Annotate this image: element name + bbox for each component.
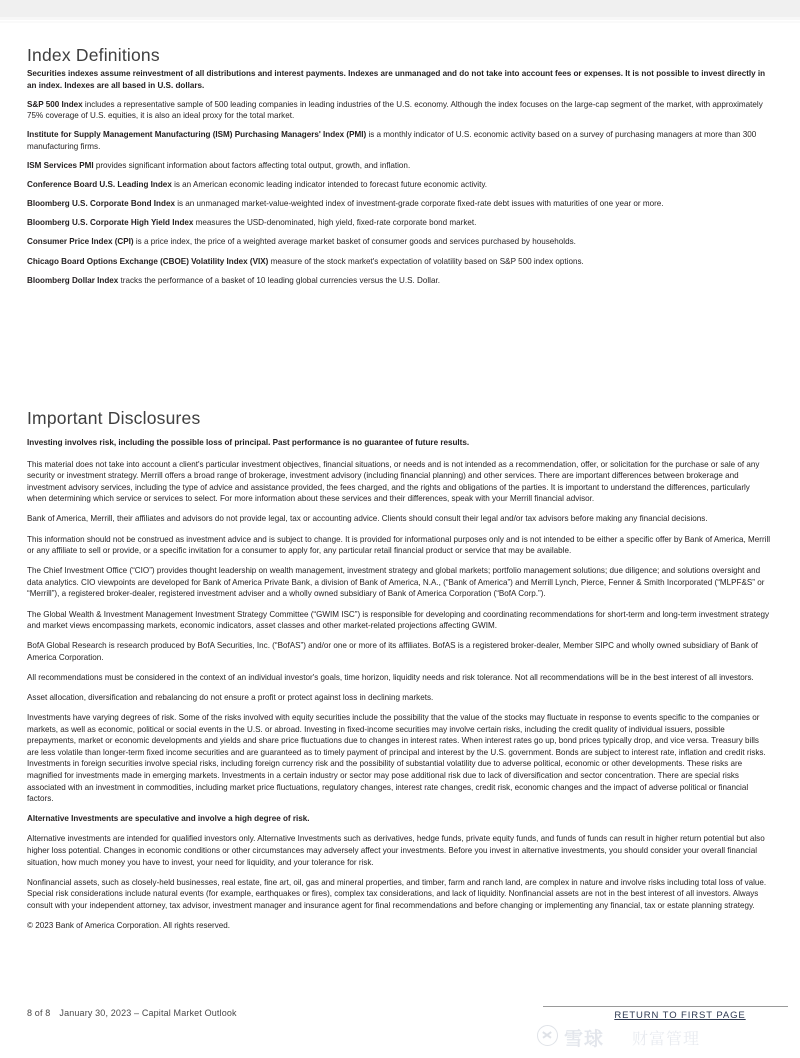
index-definitions-list xyxy=(27,68,775,294)
index-definition-term: Bloomberg U.S. Corporate High Yield Index xyxy=(27,218,194,228)
index-definition-entry xyxy=(27,68,775,91)
index-definition-entry xyxy=(27,256,775,268)
page-separator-line xyxy=(0,17,800,20)
index-definition-entry xyxy=(27,198,775,210)
disclosure-paragraph: This information should not be construed as investment advice and is subject to change. It is provided for informational purposes only and is not intended to be either a specific offer by Bank of America, Merrill or any affiliate to sell or provide, or a specific invitation for a consumer to apply for, any particular retail financial product or service that may be available. xyxy=(27,534,771,556)
alternative-investments-heading: Alternative Investments are speculative and involve a high degree of risk. xyxy=(27,814,310,824)
watermark-brand-text: 雪球 xyxy=(564,1029,605,1050)
index-definition-text: Securities indexes assume reinvestment of all distributions and interest payments. Indexes are unmanaged and do not take into account fees or expenses. It is not possible to invest directly in an index. Indexes are all based in U.S. dollars. xyxy=(27,69,766,90)
index-definition-term: Chicago Board Options Exchange (CBOE) Volatility Index (VIX) xyxy=(27,256,269,266)
watermark-suffix-text: 财富管理 xyxy=(632,1031,701,1048)
alternative-investments-paragraph: Alternative investments are intended for qualified investors only. Alternative Investments such as derivatives, hedge funds, private equity funds, and funds of funds can result in higher return potential but also higher loss potential. Changes in economic conditions or other circumstances may adversely affect your investments. Before you invest in alternative investments, you should consider your overall financial situation, how much money you have to invest, your need for liquidity, and your tolerance for risk. xyxy=(27,834,765,867)
footer-page-info xyxy=(27,1008,237,1018)
disclosure-paragraph: Investments have varying degrees of risk. Some of the risks involved with equity securities include the possibility that the value of the stocks may fluctuate in response to events specific to the companies or markets, as well as economic, political or social events in the U.S. or abroad. Investing in fixed-income securities may involve certain risks, including the credit quality of individual issuers, possible prepayments, market or economic developments and yields and share price fluctuations due to changes in interest rates. When interest rates go up, bond prices typically drop, and vice versa. Treasury bills are less volatile than longer-term fixed income securities and are guaranteed as to timely payment of principal and interest by the U.S. government. Bonds are subject to interest rate, inflation and credit risks. Investments in foreign securities involve special risks, including foreign currency risk and the possibility of substantial volatility due to adverse political, economic or other developments. These risks are magnified for investments made in emerging markets. Investments in a certain industry or sector may pose additional risk due to lack of diversification and sector concentration. There are special risks associated with an investment in commodities, including market price fluctuations, regulatory changes, interest rate changes, credit risk, economic changes and the impact of adverse political or financial factors. xyxy=(27,713,766,804)
index-definition-text: is an unmanaged market-value-weighted index of investment-grade corporate fixed-rate debt issues with maturities of one year or more. xyxy=(174,199,664,209)
disclosure-lead-statement: Investing involves risk, including the possible loss of principal. Past performance is no guarantee of future results. xyxy=(27,438,470,447)
index-definition-term: Bloomberg Dollar Index xyxy=(27,275,119,285)
important-disclosures-heading: Important Disclosures xyxy=(27,408,201,428)
index-definition-term: ISM Services PMI xyxy=(27,161,94,171)
index-definition-entry xyxy=(27,236,775,248)
index-definition-term: Institute for Supply Management Manufacturing (ISM) Purchasing Managers' Index (PMI) xyxy=(27,130,367,140)
page-footer xyxy=(0,1006,800,1058)
footer-page-number: 8 of 8 xyxy=(27,1008,51,1018)
disclosure-paragraph: The Chief Investment Office (“CIO”) provides thought leadership on wealth management, investment strategy and global markets; portfolio management solutions; due diligence; and solutions oversight and data analytics. CIO viewpoints are developed for Bank of America Private Bank, a division of Bank of America, N.A., (“Bank of America”) and Merrill Lynch, Pierce, Fenner & Smith Incorporated (“MLPF&S” or “Merrill”), a registered broker-dealer, registered investment adviser and a wholly owned subsidiary of Bank of America Corporation (“BofA Corp.”). xyxy=(27,566,765,599)
index-definition-text: is an American economic leading indicator intended to forecast future economic activity. xyxy=(171,180,488,190)
return-to-first-page-link[interactable]: RETURN TO FIRST PAGE xyxy=(614,1010,746,1021)
index-definition-entry xyxy=(27,217,775,229)
disclosure-paragraph: BofA Global Research is research produced by BofA Securities, Inc. (“BofAS”) and/or one or more of its affiliates. BofAS is a registered broker-dealer, Member SIPC and wholly owned subsidiary of Bank of America Corporation. xyxy=(27,641,758,662)
index-definition-entry xyxy=(27,160,775,172)
footer-document-label: January 30, 2023 – Capital Market Outlook xyxy=(59,1008,237,1018)
index-definition-entry xyxy=(27,275,775,287)
index-definitions-heading: Index Definitions xyxy=(27,45,160,65)
document-page xyxy=(0,23,800,1050)
disclosure-paragraph: Asset allocation, diversification and rebalancing do not ensure a profit or protect against loss in declining markets. xyxy=(27,693,434,702)
index-definition-text: measure of the stock market's expectation of volatility based on S&P 500 index options. xyxy=(268,256,584,266)
index-definition-entry xyxy=(27,99,775,122)
index-definition-text: measures the USD-denominated, high yield, fixed-rate corporate bond market. xyxy=(193,218,477,228)
page-separator-band xyxy=(0,0,800,17)
index-definition-term: S&P 500 Index xyxy=(27,99,83,109)
alternative-investments-paragraph: Nonfinancial assets, such as closely-held businesses, real estate, fine art, oil, gas and mineral properties, and timber, farm and ranch land, are complex in nature and involve risks including total loss of value. Special risk considerations include natural events (for example, earthquakes or fires), complex tax considerations, and lack of liquidity. Nonfinancial assets are not in the best interest of all investors. Always consult with your independent attorney, tax advisor, investment manager and insurance agent for final recommendations and before changing or implementing any financial, tax or estate planning strategy. xyxy=(27,877,767,910)
footer-divider xyxy=(543,1006,788,1007)
index-definition-text: is a monthly indicator of U.S. economic activity based on a survey of purchasing managers at more than 300 manufacturing firms. xyxy=(27,130,757,151)
disclosure-paragraph: This material does not take into account a client's particular investment objectives, financial situations, or needs and is not intended as a recommendation, offer, or solicitation for the purchase or sale of any security or investment strategy. Merrill offers a broad range of brokerage, investment advisory (including financial planning) and other services. There are important differences between brokerage and investment advisory services, including the type of advice and assistance provided, the fees charged, and the rights and obligations of the parties. It is important to understand the differences, particularly when determining which service or services to select. For more information about these services and their differences, speak with your Merrill financial advisor. xyxy=(27,459,760,504)
index-definition-text: tracks the performance of a basket of 10 leading global currencies versus the U.S. Dollar. xyxy=(118,275,440,285)
important-disclosures-body xyxy=(27,437,771,940)
index-definition-text: includes a representative sample of 500 leading companies in leading industries of the U.S. economy. Although the index focuses on the large-cap segment of the market, with approximately 75% coverage of U.S. equities, it is also an ideal proxy for the total market. xyxy=(27,99,763,121)
disclosure-paragraph: The Global Wealth & Investment Management Investment Strategy Committee (“GWIM ISC”) is responsible for developing and coordinating recommendations for short-term and long-term investment strategy and market views encompassing markets, economic indicators, asset classes and other market-related projections affecting GWIM. xyxy=(27,609,770,631)
index-definition-entry xyxy=(27,129,775,152)
index-definition-text: provides significant information about factors affecting total output, growth, and inflation. xyxy=(93,161,411,171)
index-definition-term: Conference Board U.S. Leading Index xyxy=(27,180,172,190)
index-definition-entry xyxy=(27,179,775,191)
disclosure-paragraph: All recommendations must be considered in the context of an individual investor's goals, time horizon, liquidity needs and risk tolerance. Not all recommendations will be in the best interest of all investors. xyxy=(27,672,754,682)
index-definition-text: is a price index, the price of a weighted average market basket of consumer goods and services purchased by households. xyxy=(133,237,576,247)
index-definition-term: Bloomberg U.S. Corporate Bond Index xyxy=(27,199,175,209)
index-definition-term: Consumer Price Index (CPI) xyxy=(27,237,134,247)
copyright-notice: © 2023 Bank of America Corporation. All rights reserved. xyxy=(27,921,231,930)
disclosure-paragraph: Bank of America, Merrill, their affiliates and advisors do not provide legal, tax or accounting advice. Clients should consult their legal and/or tax advisors before making any financial decisions. xyxy=(27,514,708,524)
